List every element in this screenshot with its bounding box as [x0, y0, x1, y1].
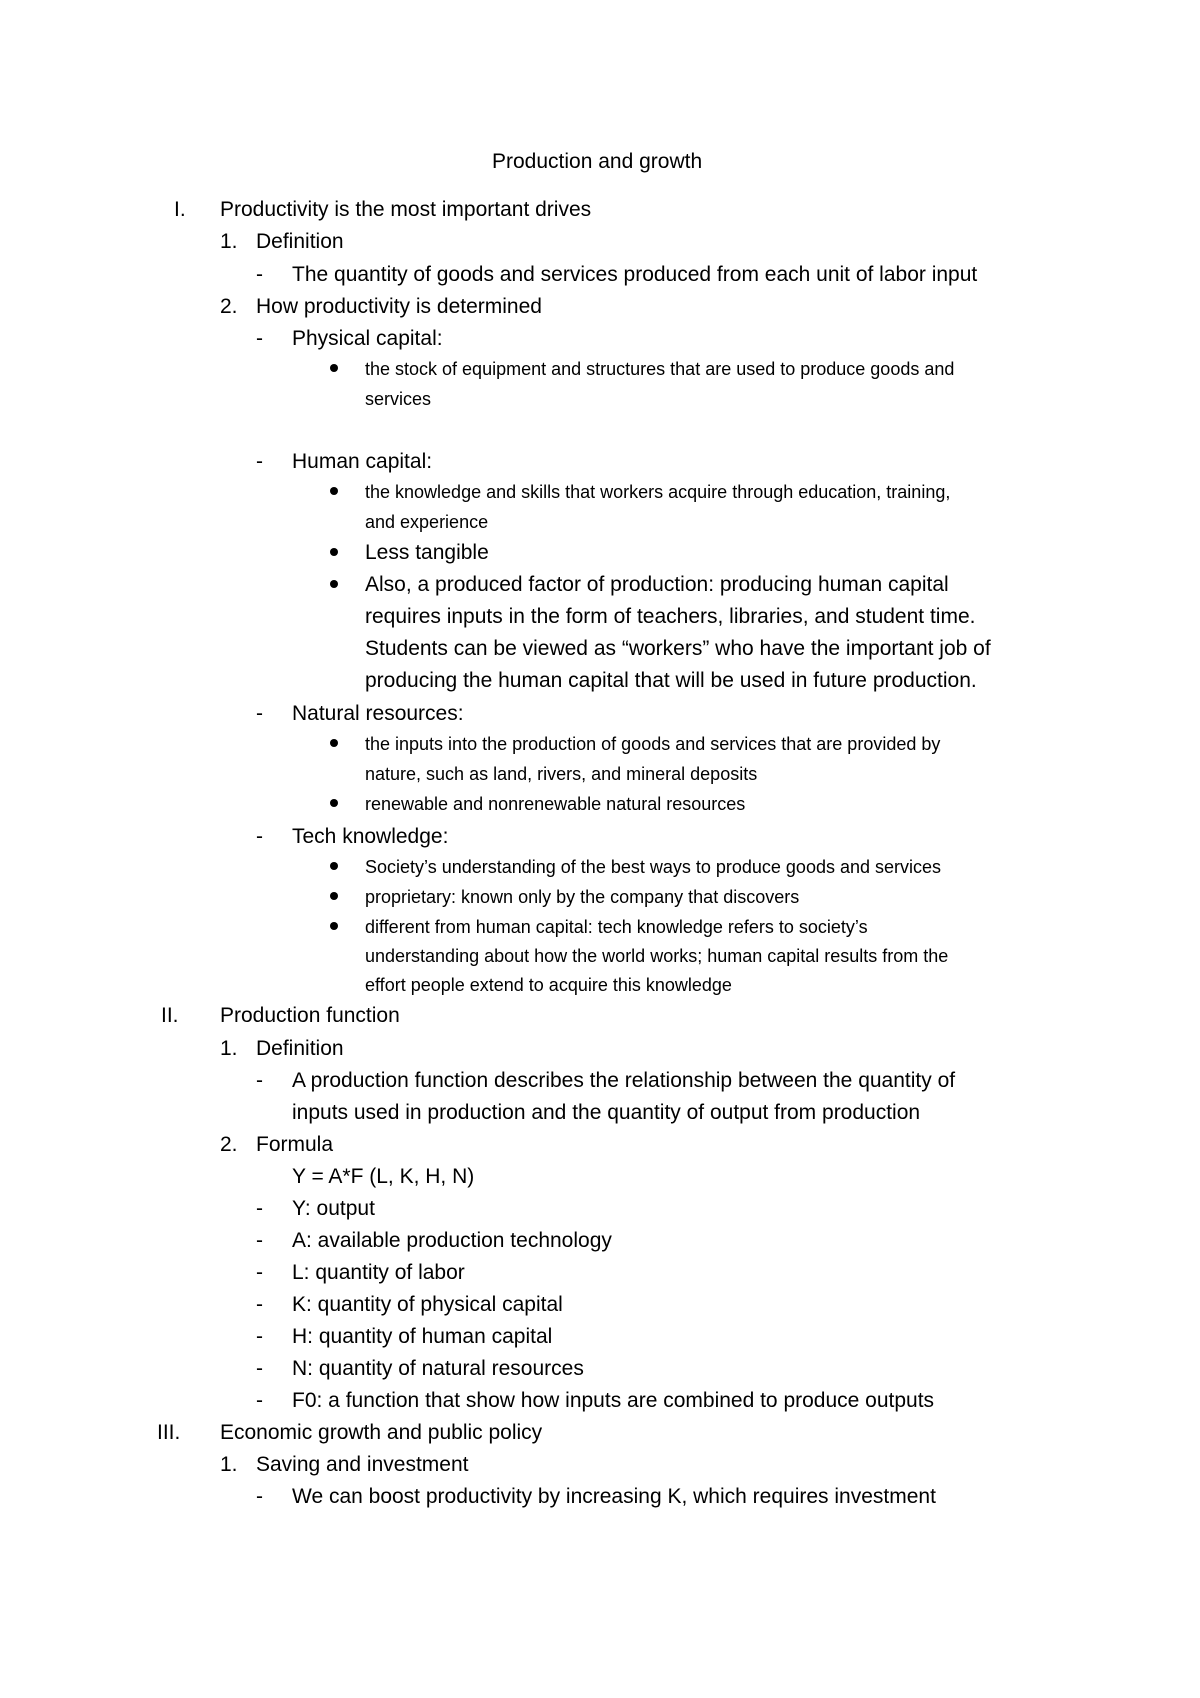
- bullet-dot: [330, 799, 338, 807]
- dash-marker: -: [256, 263, 263, 286]
- section-heading: Productivity is the most important drives: [220, 198, 592, 221]
- bullet-text: different from human capital: tech knowledge refers to society’s: [365, 917, 868, 937]
- subsection-label: Definition: [256, 1037, 344, 1060]
- dash-marker: -: [256, 1069, 263, 1092]
- bullet-dot: [330, 548, 338, 556]
- bullet-text: effort people extend to acquire this knowledge: [365, 975, 732, 995]
- list-item: The quantity of goods and services produced from each unit of labor input: [292, 263, 978, 286]
- bullet-dot: [330, 922, 338, 930]
- subsection-number: 1.: [220, 230, 238, 253]
- section-heading: Production function: [220, 1004, 400, 1027]
- bullet-text: and experience: [365, 512, 489, 532]
- subsection-label: Saving and investment: [256, 1453, 469, 1476]
- list-item: L: quantity of labor: [292, 1261, 465, 1284]
- section-numeral: I.: [174, 198, 186, 221]
- list-item: N: quantity of natural resources: [292, 1357, 584, 1380]
- list-item: K: quantity of physical capital: [292, 1293, 563, 1316]
- list-item: Y: output: [292, 1197, 375, 1220]
- bullet-text: understanding about how the world works; human capital results from the: [365, 946, 949, 966]
- subsection-number: 2.: [220, 295, 238, 318]
- bullet-text: producing the human capital that will be used in future production.: [365, 669, 977, 692]
- dash-marker: -: [256, 1229, 263, 1252]
- section-heading: Economic growth and public policy: [220, 1421, 543, 1444]
- dash-marker: -: [256, 1357, 263, 1380]
- dash-marker: -: [256, 450, 263, 473]
- page-title: Production and growth: [492, 150, 703, 173]
- dash-marker: -: [256, 702, 263, 725]
- bullet-text: Society’s understanding of the best ways to produce goods and services: [365, 857, 942, 877]
- subsection-number: 1.: [220, 1037, 238, 1060]
- list-item: H: quantity of human capital: [292, 1325, 553, 1348]
- dash-marker: -: [256, 327, 263, 350]
- list-item: Tech knowledge:: [292, 825, 449, 848]
- list-item: Human capital:: [292, 450, 433, 473]
- bullet-text: the stock of equipment and structures that are used to produce goods and: [365, 359, 955, 379]
- bullet-text: the inputs into the production of goods and services that are provided by: [365, 734, 941, 754]
- dash-marker: -: [256, 1197, 263, 1220]
- section-numeral: III.: [157, 1421, 181, 1444]
- list-item: We can boost productivity by increasing K, which requires investment: [292, 1485, 936, 1508]
- list-item: inputs used in production and the quantity of output from production: [292, 1101, 921, 1124]
- dash-marker: -: [256, 1261, 263, 1284]
- list-item: A production function describes the relationship between the quantity of: [292, 1069, 956, 1092]
- dash-marker: -: [256, 825, 263, 848]
- bullet-dot: [330, 739, 338, 747]
- subsection-number: 1.: [220, 1453, 238, 1476]
- dash-marker: -: [256, 1389, 263, 1412]
- bullet-text: requires inputs in the form of teachers, libraries, and student time.: [365, 605, 976, 628]
- bullet-text: the knowledge and skills that workers acquire through education, training,: [365, 482, 951, 502]
- subsection-number: 2.: [220, 1133, 238, 1156]
- bullet-dot: [330, 862, 338, 870]
- section-numeral: II.: [161, 1004, 179, 1027]
- bullet-text: Less tangible: [365, 541, 489, 564]
- bullet-text: Also, a produced factor of production: producing human capital: [365, 573, 949, 596]
- list-item: Natural resources:: [292, 702, 464, 725]
- bullet-text: Students can be viewed as “workers” who have the important job of: [365, 637, 991, 660]
- dash-marker: -: [256, 1485, 263, 1508]
- formula: Y = A*F (L, K, H, N): [292, 1165, 475, 1188]
- bullet-text: services: [365, 389, 432, 409]
- bullet-dot: [330, 892, 338, 900]
- bullet-text: nature, such as land, rivers, and mineral deposits: [365, 764, 758, 784]
- dash-marker: -: [256, 1293, 263, 1316]
- bullet-dot: [330, 580, 338, 588]
- bullet-dot: [330, 487, 338, 495]
- list-item: Physical capital:: [292, 327, 443, 350]
- subsection-label: Definition: [256, 230, 344, 253]
- bullet-text: proprietary: known only by the company that discovers: [365, 887, 800, 907]
- subsection-label: How productivity is determined: [256, 295, 542, 318]
- bullet-text: renewable and nonrenewable natural resources: [365, 794, 746, 814]
- subsection-label: Formula: [256, 1133, 334, 1156]
- list-item: A: available production technology: [292, 1229, 612, 1252]
- list-item: F0: a function that show how inputs are combined to produce outputs: [292, 1389, 935, 1412]
- dash-marker: -: [256, 1325, 263, 1348]
- bullet-dot: [330, 364, 338, 372]
